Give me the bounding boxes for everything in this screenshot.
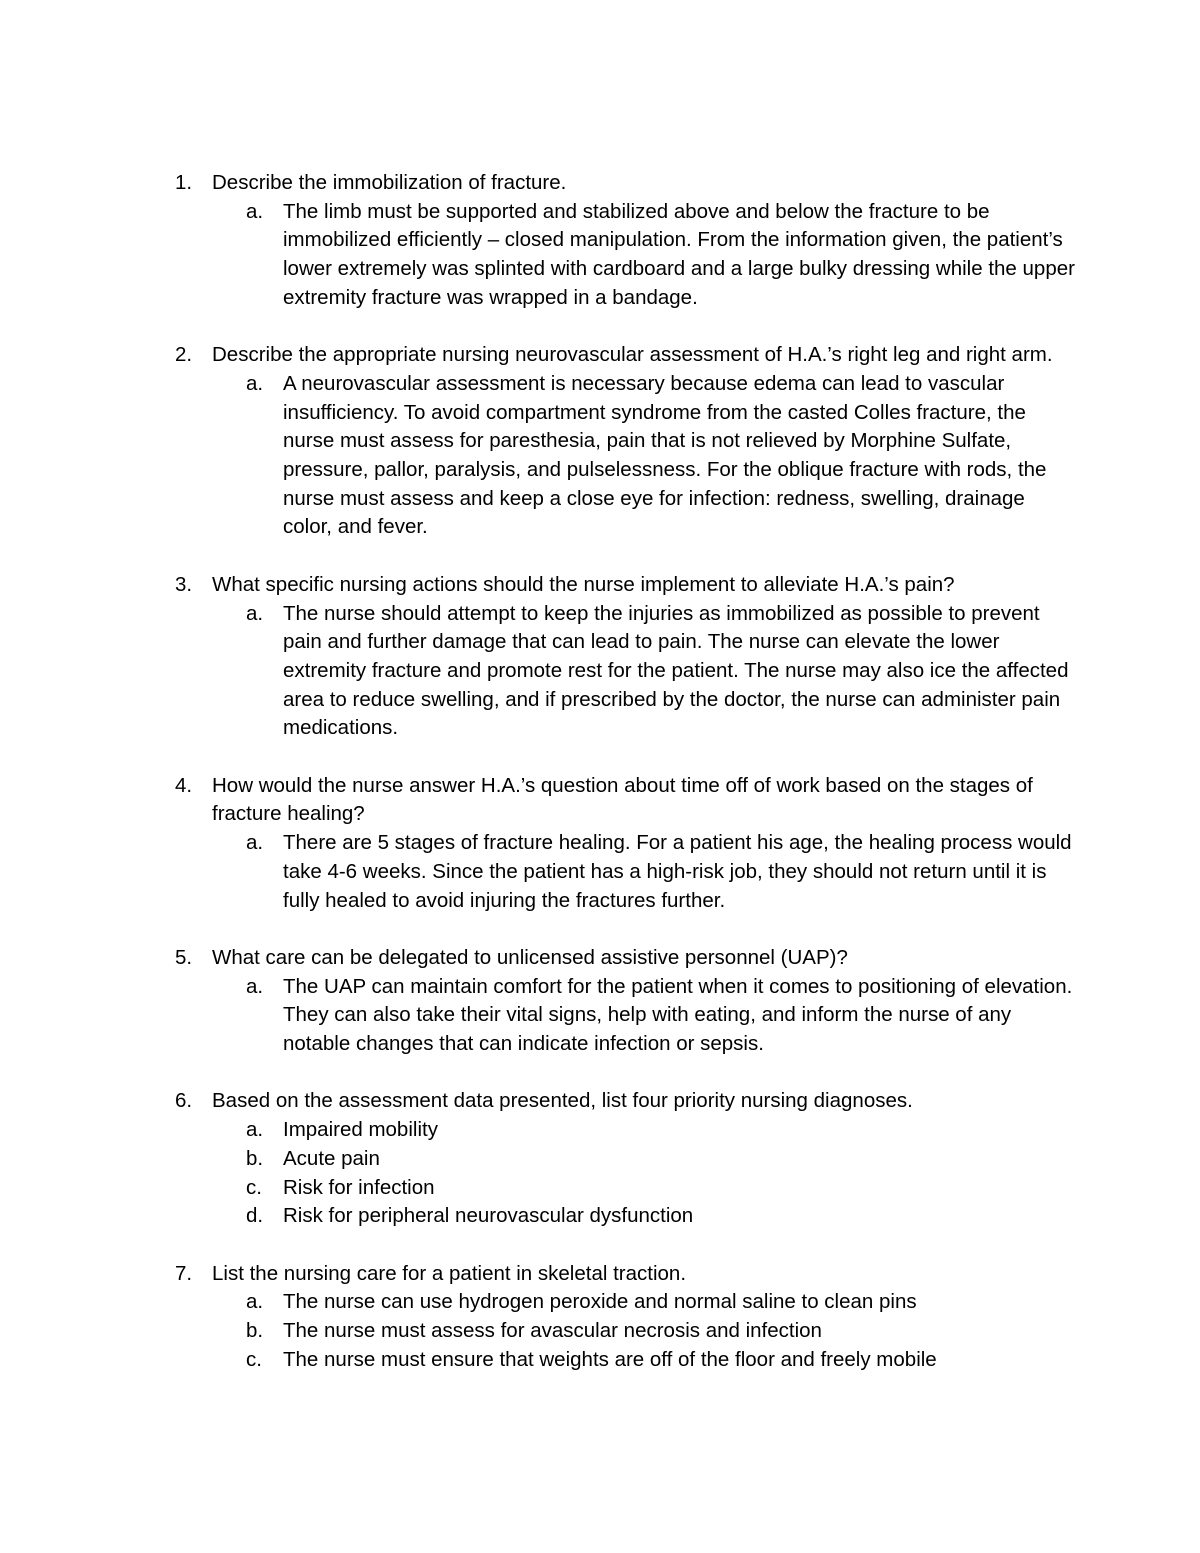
answer-letter: b. bbox=[246, 1146, 264, 1170]
answer-letter: a. bbox=[246, 831, 264, 855]
answer-text: The nurse must assess for avascular necrosis and infection bbox=[283, 1319, 822, 1343]
answer-text: Risk for infection bbox=[283, 1175, 435, 1199]
answer-item bbox=[212, 1174, 1075, 1203]
answer-item bbox=[212, 1145, 1075, 1174]
answer-letter: b. bbox=[246, 1319, 264, 1343]
question-text: What specific nursing actions should the nurse implement to alleviate H.A.’s pain? bbox=[212, 572, 955, 596]
answer-text: There are 5 stages of fracture healing. For a patient his age, the healing process would take 4-6 weeks. Since the patient has a high-risk job, they should not return until it is fully healed to avoid injuring the fractures further. bbox=[283, 831, 1072, 912]
answer-letter: d. bbox=[246, 1204, 264, 1228]
answer-text: The nurse should attempt to keep the injuries as immobilized as possible to prevent pain and further damage that can lead to pain. The nurse can elevate the lower extremity fracture and promote rest for the patient. The nurse may also ice the affected area to reduce swelling, and if prescribed by the doctor, the nurse can administer pain medications. bbox=[283, 601, 1069, 740]
answer-item bbox=[212, 370, 1075, 542]
question-number: 2. bbox=[175, 343, 193, 367]
answer-item bbox=[212, 1116, 1075, 1145]
question-number: 6. bbox=[175, 1089, 193, 1113]
question-text: Describe the appropriate nursing neurovascular assessment of H.A.’s right leg and right arm. bbox=[212, 343, 1053, 367]
question-text: What care can be delegated to unlicensed assistive personnel (UAP)? bbox=[212, 945, 848, 969]
question-text: List the nursing care for a patient in skeletal traction. bbox=[212, 1261, 687, 1285]
answer-text: Impaired mobility bbox=[283, 1118, 438, 1142]
answer-text: The UAP can maintain comfort for the patient when it comes to positioning of elevation. They can also take their vital signs, help with eating, and inform the nurse of any notable changes that can indicate infection or sepsis. bbox=[283, 974, 1073, 1056]
question-text: Based on the assessment data presented, list four priority nursing diagnoses. bbox=[212, 1089, 913, 1113]
question-item bbox=[175, 772, 1075, 916]
question-item bbox=[175, 169, 1075, 313]
answer-letter: a. bbox=[246, 601, 264, 625]
answer-item bbox=[212, 829, 1075, 915]
answer-text: The nurse can use hydrogen peroxide and normal saline to clean pins bbox=[283, 1290, 917, 1314]
answer-item bbox=[212, 1288, 1075, 1317]
question-list bbox=[175, 169, 1075, 1374]
answer-item bbox=[212, 1317, 1075, 1346]
question-item bbox=[175, 944, 1075, 1059]
answer-letter: c. bbox=[246, 1175, 262, 1199]
answer-letter: a. bbox=[246, 1290, 264, 1314]
answer-letter: a. bbox=[246, 974, 264, 998]
answer-text: Risk for peripheral neurovascular dysfunction bbox=[283, 1204, 694, 1228]
answer-text: Acute pain bbox=[283, 1146, 380, 1170]
answer-item bbox=[212, 1346, 1075, 1375]
answer-letter: a. bbox=[246, 1118, 264, 1142]
question-number: 4. bbox=[175, 773, 193, 797]
answer-item bbox=[212, 600, 1075, 744]
answer-item bbox=[212, 198, 1075, 313]
answer-letter: a. bbox=[246, 199, 264, 223]
question-item bbox=[175, 571, 1075, 743]
answer-letter: c. bbox=[246, 1347, 262, 1371]
question-number: 7. bbox=[175, 1261, 193, 1285]
question-number: 1. bbox=[175, 171, 193, 194]
question-text: How would the nurse answer H.A.’s question about time off of work based on the stages of fracture healing? bbox=[212, 773, 1033, 826]
question-text: Describe the immobilization of fracture. bbox=[212, 171, 567, 194]
answer-text: The limb must be supported and stabilized above and below the fracture to be immobilized efficiently – closed manipulation. From the information given, the patient’s lower extremely was splinted with cardboard and a large bulky dressing while the upper extremity fracture was wrapped in a bandage. bbox=[283, 199, 1075, 309]
answer-letter: a. bbox=[246, 371, 264, 395]
answer-text: The nurse must ensure that weights are off of the floor and freely mobile bbox=[283, 1347, 937, 1371]
question-item bbox=[175, 341, 1075, 542]
answer-item bbox=[212, 973, 1075, 1059]
question-item bbox=[175, 1087, 1075, 1231]
answer-item bbox=[212, 1202, 1075, 1231]
question-item bbox=[175, 1260, 1075, 1375]
question-number: 5. bbox=[175, 945, 193, 969]
question-number: 3. bbox=[175, 572, 193, 596]
answer-text: A neurovascular assessment is necessary because edema can lead to vascular insufficiency. To avoid compartment syndrome from the casted Colles fracture, the nurse must assess for paresthesia, pain that is not relieved by Morphine Sulfate, pressure, pallor, paralysis, and pulselessness. For the oblique fracture with rods, the nurse must assess and keep a close eye for infection: redness, swelling, drainage color, and fever. bbox=[283, 371, 1047, 539]
